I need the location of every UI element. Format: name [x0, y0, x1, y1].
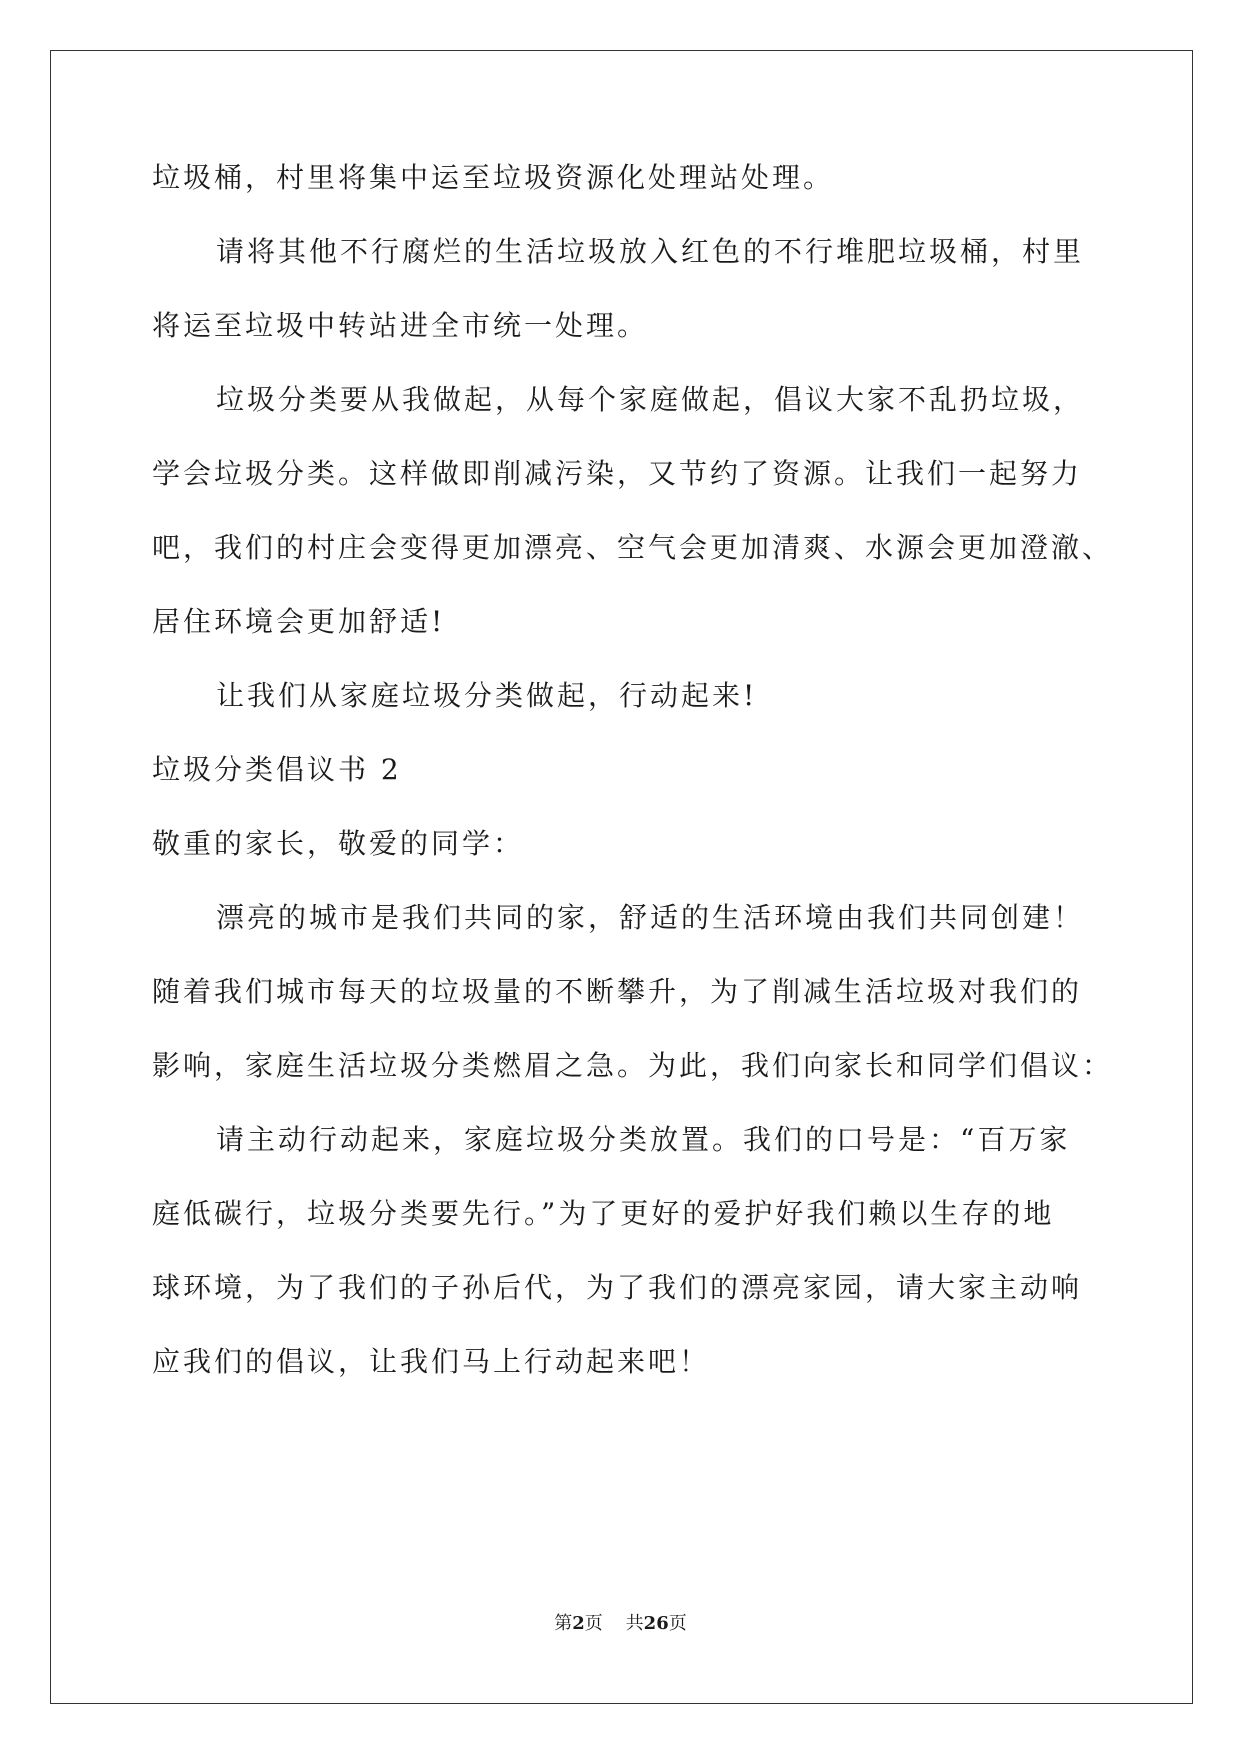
total-pages: 26	[643, 1613, 669, 1634]
page-suffix: 页	[584, 1613, 603, 1634]
text-line-2: 请将其他不行腐烂的生活垃圾放入红色的不行堆肥垃圾桶，村里	[216, 235, 1085, 268]
text-line-14: 请主动行动起来，家庭垃圾分类放置。我们的口号是：“百万家	[216, 1123, 1071, 1156]
total-prefix: 共	[625, 1613, 644, 1634]
total-suffix: 页	[668, 1613, 687, 1634]
text-line-8: 让我们从家庭垃圾分类做起，行动起来!	[216, 679, 758, 712]
text-line-11: 漂亮的城市是我们共同的家，舒适的生活环境由我们共同创建！	[216, 901, 1085, 934]
section-heading: 垃圾分类倡议书 2	[152, 753, 402, 786]
text-line-12: 随着我们城市每天的垃圾量的不断攀升，为了削减生活垃圾对我们的	[152, 975, 1083, 1008]
text-line-3: 将运至垃圾中转站进全市统一处理。	[152, 309, 649, 342]
text-line-4: 垃圾分类要从我做起，从每个家庭做起，倡议大家不乱扔垃圾，	[216, 383, 1085, 416]
text-line-5: 学会垃圾分类。这样做即削减污染，又节约了资源。让我们一起努力	[152, 457, 1083, 490]
salutation: 敬重的家长，敬爱的同学：	[152, 827, 525, 860]
text-line-16: 球环境，为了我们的子孙后代，为了我们的漂亮家园，请大家主动响	[152, 1271, 1083, 1304]
page-prefix: 第	[554, 1613, 573, 1634]
text-line-13: 影响，家庭生活垃圾分类燃眉之急。为此，我们向家长和同学们倡议：	[152, 1049, 1114, 1082]
text-line-1: 垃圾桶，村里将集中运至垃圾资源化处理站处理。	[152, 161, 835, 194]
page-footer	[0, 1612, 1241, 1636]
page-border	[50, 50, 1193, 1704]
text-line-7: 居住环境会更加舒适!	[152, 605, 446, 638]
text-line-6: 吧，我们的村庄会变得更加漂亮、空气会更加清爽、水源会更加澄澈、	[152, 531, 1114, 564]
text-line-15: 庭低碳行，垃圾分类要先行。”为了更好的爱护好我们赖以生存的地	[152, 1197, 1055, 1230]
page-number: 2	[572, 1613, 585, 1634]
text-line-17: 应我们的倡议，让我们马上行动起来吧！	[152, 1345, 711, 1378]
